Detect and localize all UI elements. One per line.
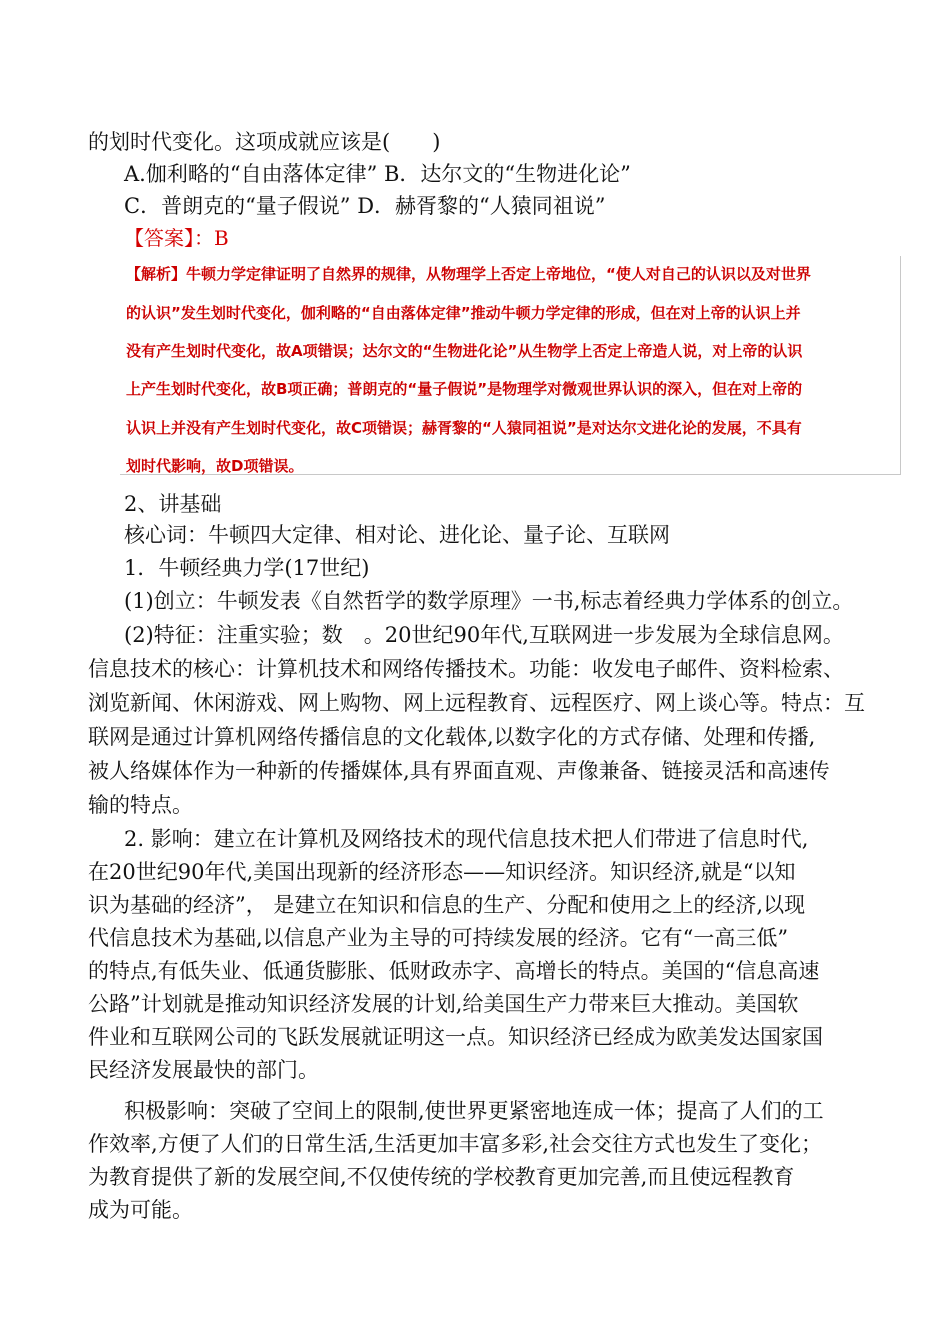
paragraph-positive-line: 成为可能。 (88, 1198, 193, 1222)
paragraph-influence-line: 2. 影响：建立在计算机及网络技术的现代信息技术把人们带进了信息时代, (124, 827, 809, 851)
analysis-line: 没有产生划时代变化，故A项错误；达尔文的“生物进化论”从生物学上否定上帝造人说，对上帝的认识 (126, 342, 803, 360)
answer-label: 【答案】：B (124, 226, 229, 250)
analysis-line: 认识上并没有产生划时代变化，故C项错误；赫胥黎的“人猿同祖说”是对达尔文进化论的发展，不具有 (126, 419, 802, 437)
paragraph-feature-line: 输的特点。 (88, 793, 193, 817)
paragraph-creation: (1)创立：牛顿发表《自然哲学的数学原理》一书,标志着经典力学体系的创立。 (124, 589, 854, 613)
paragraph-feature-line: 信息技术的核心：计算机技术和网络传播技术。功能：收发电子邮件、资料检索、 (88, 657, 844, 681)
keywords-line: 核心词：牛顿四大定律、相对论、进化论、量子论、互联网 (124, 523, 670, 547)
paragraph-influence-line: 在20世纪90年代,美国出现新的经济形态——知识经济。知识经济,就是“以知 (88, 860, 796, 884)
paragraph-positive-line: 积极影响：突破了空间上的限制,使世界更紧密地连成一体；提高了人们的工 (124, 1099, 824, 1123)
paragraph-feature-line: 联网是通过计算机网络传播信息的文化载体,以数字化的方式存储、处理和传播, (88, 725, 816, 749)
paragraph-feature-line: (2)特征：注重实验；数 。20世纪90年代,互联网进一步发展为全球信息网。 (124, 623, 844, 647)
paragraph-feature-line: 被人络媒体作为一种新的传播媒体,具有界面直观、声像兼备、链接灵活和高速传 (88, 759, 830, 783)
paragraph-influence-line: 识为基础的经济”， 是建立在知识和信息的生产、分配和使用之上的经济,以现 (88, 893, 806, 917)
analysis-box (120, 256, 901, 475)
analysis-line: 【解析】牛顿力学定律证明了自然界的规律，从物理学上否定上帝地位，“使人对自己的认识以及对世界 (126, 265, 811, 283)
paragraph-influence-line: 代信息技术为基础,以信息产业为主导的可持续发展的经济。它有“一高三低” (88, 926, 789, 950)
analysis-line: 划时代影响，故D项错误。 (126, 457, 304, 475)
subheading-newton: 1．牛顿经典力学(17世纪) (124, 556, 370, 580)
question-options-cd: C．普朗克的“量子假说” D．赫胥黎的“人猿同祖说” (124, 194, 606, 218)
question-options-ab: A.伽利略的“自由落体定律” B．达尔文的“生物进化论” (124, 162, 631, 186)
analysis-line: 的认识”发生划时代变化，伽利略的“自由落体定律”推动牛顿力学定律的形成，但在对上帝的认识上并 (126, 304, 801, 322)
paragraph-influence-line: 的特点,有低失业、低通货膨胀、低财政赤字、高增长的特点。美国的“信息高速 (88, 959, 820, 983)
paragraph-positive-line: 作效率,方便了人们的日常生活,生活更加丰富多彩,社会交往方式也发生了变化； (88, 1132, 823, 1156)
paragraph-influence-line: 民经济发展最快的部门。 (88, 1058, 319, 1082)
paragraph-feature-line: 浏览新闻、休闲游戏、网上购物、网上远程教育、远程医疗、网上谈心等。特点：互 (88, 691, 865, 715)
paragraph-influence-line: 公路”计划就是推动知识经济发展的计划,给美国生产力带来巨大推动。美国软 (88, 992, 799, 1016)
analysis-line: 上产生划时代变化，故B项正确；普朗克的“量子假说”是物理学对微观世界认识的深入，但在对上帝的 (126, 380, 803, 398)
paragraph-positive-line: 为教育提供了新的发展空间,不仅使传统的学校教育更加完善,而且使远程教育 (88, 1165, 795, 1189)
section-heading: 2、讲基础 (124, 492, 222, 516)
paragraph-influence-line: 件业和互联网公司的飞跃发展就证明这一点。知识经济已经成为欧美发达国家国 (88, 1025, 823, 1049)
question-stem-tail: 的划时代变化。这项成就应该是( ) (88, 130, 441, 154)
